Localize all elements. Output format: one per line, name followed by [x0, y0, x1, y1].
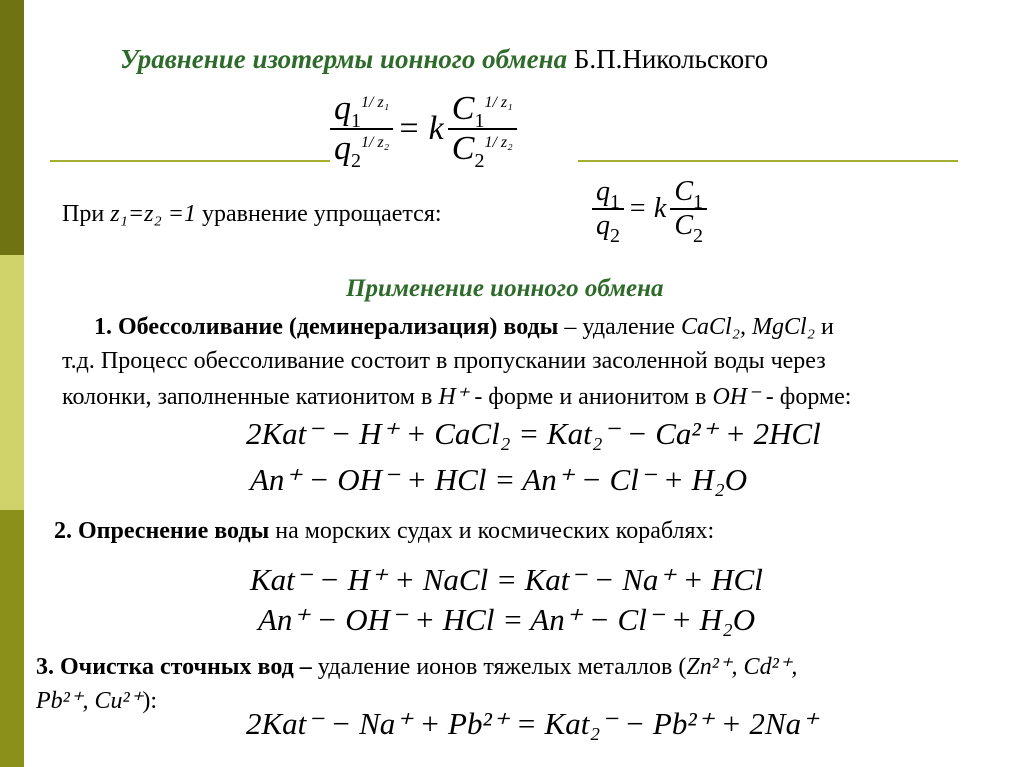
- title-italic: Уравнение изотермы ионного обмена: [120, 44, 568, 74]
- item2-line: 2. Опреснение воды на морских судах и космических кораблях:: [54, 518, 715, 544]
- simplified-rhs-fraction: $\frac{C_1}{C_2}$: [670, 176, 707, 242]
- simplified-equation: [592, 176, 707, 247]
- sidebar-band-top: [0, 0, 24, 255]
- item3-equation1: 2Kat⁻ − Na⁺ + Pb²⁺ = Kat₂⁻ − Pb²⁺ + 2Na⁺: [246, 706, 818, 741]
- slide-title: [120, 44, 768, 75]
- simplified-lhs-fraction: $\frac{q_1}{q_2}$: [592, 176, 624, 242]
- sidebar-band-bottom: [0, 510, 24, 767]
- item1-equation1: 2Kat⁻ − H⁺ + CaCl₂ = Kat₂⁻ − Ca²⁺ + 2HCl: [246, 416, 821, 451]
- title-author: Б.П.Никольского: [573, 44, 769, 74]
- isotherm-equation: [330, 90, 517, 172]
- isotherm-rhs-fraction: $\frac{C_1^{1/ z_1}}{C_2^{1/ z_2}}$: [448, 90, 517, 168]
- item1-line2: т.д. Процесс обессоливание состоит в пропускании засоленной воды через: [62, 348, 826, 374]
- isotherm-lhs-fraction: $\frac{q_1^{1/ z_1}}{q_2^{1/ z_2}}$: [330, 90, 393, 168]
- item2-equation1: Kat⁻ − H⁺ + NaCl = Kat⁻ − Na⁺ + HCl: [250, 562, 763, 597]
- item3-line1: 3. Очистка сточных вод – удаление ионов тяжелых металлов (Zn²⁺, Cd²⁺,: [36, 654, 798, 680]
- rule-right: [578, 160, 958, 162]
- applications-heading: Применение ионного обмена: [346, 275, 664, 302]
- item1-line1: 1. Обессоливание (деминерализация) воды – удаление CaCl₂, MgCl₂ и: [94, 314, 834, 340]
- simplified-text: При z₁=z₂ =1 уравнение упрощается:: [62, 201, 442, 227]
- item3-line2: Pb²⁺, Cu²⁺):: [36, 688, 158, 714]
- item2-equation2: An⁺ − OH⁻ + HCl = An⁺ − Cl⁻ + H₂O: [258, 602, 756, 637]
- simplified-equals-k: = k: [628, 193, 667, 224]
- isotherm-equals-k: = k: [397, 110, 444, 147]
- rule-left: [50, 160, 330, 162]
- item1-equation2: An⁺ − OH⁻ + HCl = An⁺ − Cl⁻ + H₂O: [250, 462, 748, 497]
- sidebar-band-middle: [0, 255, 24, 510]
- item1-line3: колонки, заполненные катионитом в H⁺ - форме и анионитом в OH⁻ - форме:: [62, 384, 852, 410]
